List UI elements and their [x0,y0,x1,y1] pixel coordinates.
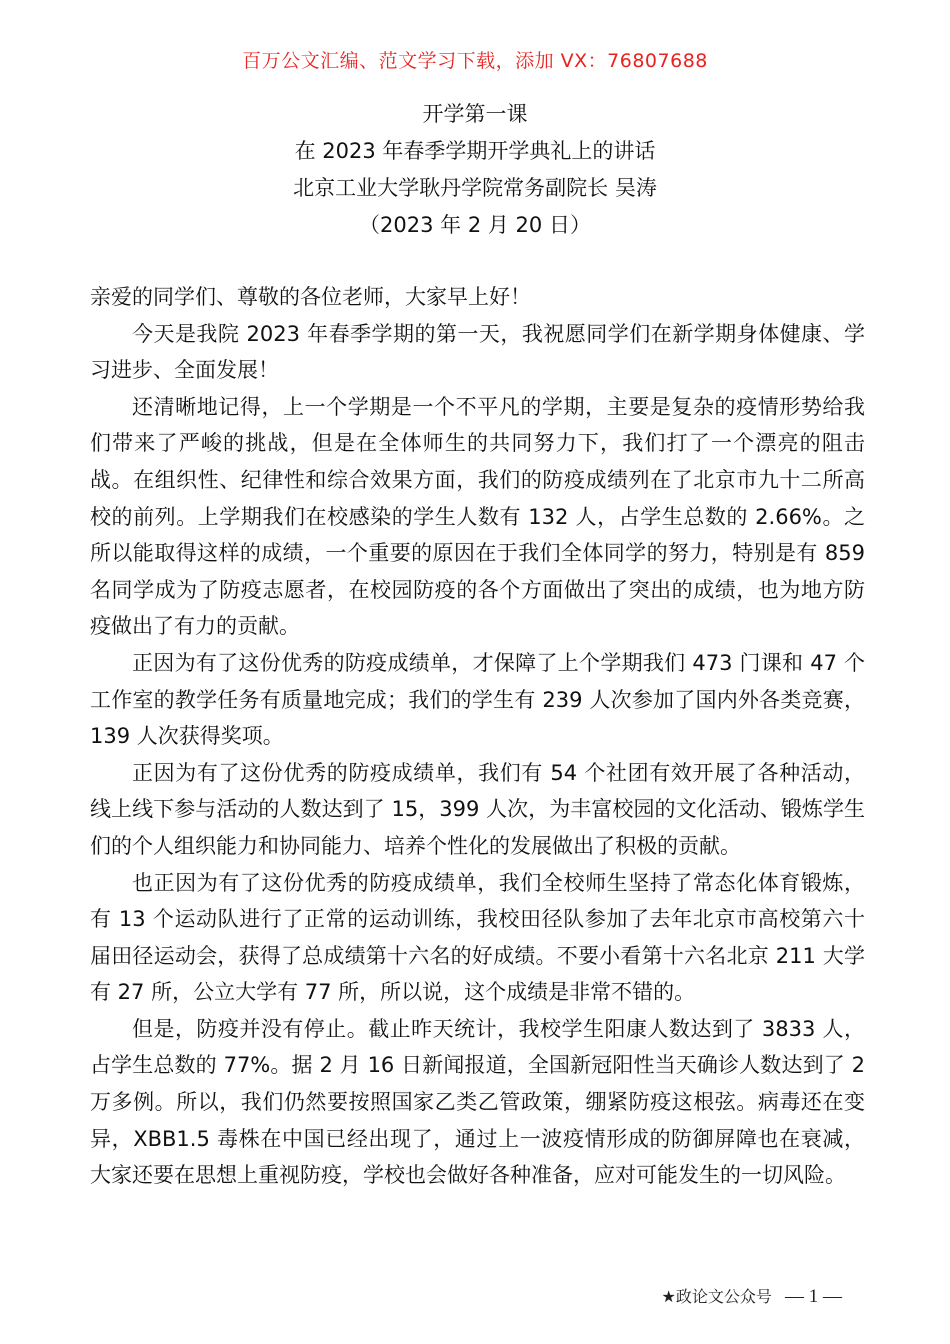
document-header [0,96,950,244]
body-paragraph: 但是，防疫并没有停止。截止昨天统计，我校学生阳康人数达到了 3833 人，占学生总数的 77%。据 2 月 16 日新闻报道，全国新冠阳性当天确诊人数达到了 2 万多例。所以，我们仍然要按照国家乙类乙管政策，绷紧防疫这根弦。病毒还在变异，XBB1.5 毒株在中国已经出现了，通过上一波疫情形成的防御屏障也在衰减，大家还要在思想上重视防疫，学校也会做好各种准备，应对可能发生的一切风险。 [90,1016,865,1188]
speech-date: （2023 年 2 月 20 日） [359,213,591,237]
document-subtitle: 在 2023 年春季学期开学典礼上的讲话 [294,139,656,163]
page-number: — 1 — [785,1286,842,1307]
body-paragraph: 今天是我院 2023 年春季学期的第一天，我祝愿同学们在新学期身体健康、学习进步、全面发展！ [90,321,865,383]
document-title: 开学第一课 [422,102,528,126]
body-paragraph: 正因为有了这份优秀的防疫成绩单，我们有 54 个社团有效开展了各种活动，线上线下参与活动的人数达到了 15，399 人次，为丰富校园的文化活动、锻炼学生们的个人组织能力和协同能力、培养个性化的发展做出了积极的贡献。 [90,760,865,858]
speaker-line: 北京工业大学耿丹学院常务副院长 吴涛 [293,176,657,200]
page-footer [662,1284,842,1308]
speech-body [90,279,865,1194]
footer-source: ★政论文公众号 [661,1287,772,1306]
body-paragraph: 也正因为有了这份优秀的防疫成绩单，我们全校师生坚持了常态化体育锻炼，有 13 个运动队进行了正常的运动训练，我校田径队参加了去年北京市高校第六十届田径运动会，获得了总成绩第十六名的好成绩。不要小看第十六名北京 211 大学有 27 所，公立大学有 77 所，所以说，这个成绩是非常不错的。 [90,870,865,1005]
body-paragraph: 正因为有了这份优秀的防疫成绩单，才保障了上个学期我们 473 门课和 47 个工作室的教学任务有质量地完成；我们的学生有 239 人次参加了国内外各类竞赛，139 人次获得奖项。 [90,650,865,749]
watermark-banner: 百万公文汇编、范文学习下载，添加 VX：76807688 [242,50,708,72]
body-paragraph: 还清晰地记得，上一个学期是一个不平凡的学期，主要是复杂的疫情形势给我们带来了严峻的挑战，但是在全体师生的共同努力下，我们打了一个漂亮的阻击战。在组织性、纪律性和综合效果方面，我们的防疫成绩列在了北京市九十二所高校的前列。上学期我们在校感染的学生人数有 132 人，占学生总数的 2.66%。之所以能取得这样的成绩，一个重要的原因在于我们全体同学的努力，特别是有 859 名同学成为了防疫志愿者，在校园防疫的各个方面做出了突出的成绩，也为地方防疫做出了有力的贡献。 [90,394,865,639]
greeting-paragraph: 亲爱的同学们、尊敬的各位老师，大家早上好！ [90,285,531,309]
